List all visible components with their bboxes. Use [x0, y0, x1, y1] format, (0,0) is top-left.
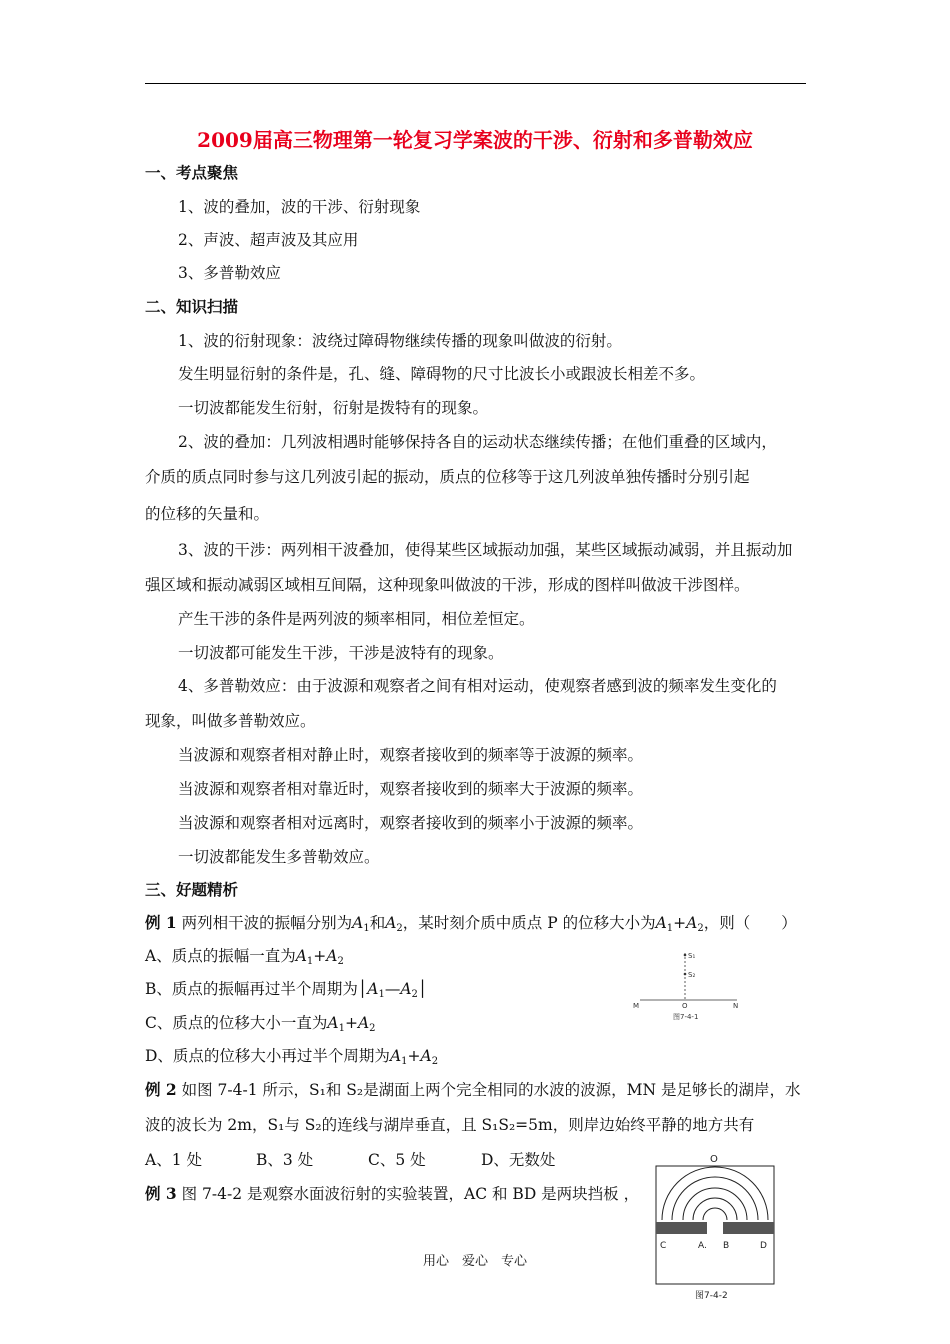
option-d: D、质点的位移大小再过半个周期为$A_1+A_2$	[145, 1047, 439, 1067]
label-d: D	[760, 1241, 767, 1251]
label-m: M	[633, 1002, 640, 1010]
label-o: O	[710, 1154, 718, 1165]
label-s2: S₂	[688, 971, 696, 979]
label-b: B	[723, 1241, 730, 1251]
example-2-option-a: A、1 处	[145, 1151, 202, 1169]
label-o: O	[682, 1002, 688, 1010]
para: 4、多普勒效应：由于波源和观察者之间有相对运动，使观察者感到波的频率发生变化的	[178, 677, 777, 695]
heading-3: 三、好题精析	[145, 880, 239, 899]
item-3: 3、多普勒效应	[178, 264, 281, 282]
example-2-option-b: B、3 处	[256, 1151, 314, 1169]
para: 2、波的叠加：几列波相遇时能够保持各自的运动状态继续传播；在他们重叠的区域内，	[178, 433, 777, 451]
wave-arc	[693, 1198, 737, 1220]
para: 当波源和观察者相对远离时，观察者接收到的频率小于波源的频率。	[178, 814, 644, 832]
para: 一切波都能发生衍射，衍射是拨特有的现象。	[178, 399, 489, 417]
para: 3、波的干涉：两列相干波叠加，使得某些区域振动加强，某些区域振动减弱，并且振动加	[178, 541, 793, 559]
heading-2: 二、知识扫描	[145, 297, 239, 316]
option-a: A、质点的振幅一直为$A_1+A_2$	[145, 947, 344, 967]
para: 强区域和振动减弱区域相互间隔，这种现象叫做波的干涉，形成的图样叫做波干涉图样。	[145, 576, 750, 594]
example-2-line1: 例 2 如图 7-4-1 所示，S₁和 S₂是湖面上两个完全相同的水波的波源，MN 是足够长的湖岸，水	[145, 1080, 801, 1099]
page-title: 2009届高三物理第一轮复习学案波的干涉、衍射和多普勒效应	[197, 128, 753, 152]
para: 产生干涉的条件是两列波的频率相同，相位差恒定。	[178, 610, 535, 628]
barrier-ac	[656, 1222, 707, 1234]
example-1-stem: 例 1 两列相干波的振幅分别为$A_1$和$A_2$，某时刻介质中质点 P 的位移大小为$A_1+A_2$，则（ ）	[145, 913, 797, 934]
para: 现象，叫做多普勒效应。	[145, 712, 316, 730]
label-n: N	[733, 1002, 739, 1010]
figure-7-4-1	[625, 945, 745, 1020]
header-rule	[145, 83, 806, 84]
label-a: A.	[698, 1241, 707, 1251]
option-c: C、质点的位移大小一直为$A_1+A_2$	[145, 1014, 376, 1034]
figure-7-4-2	[650, 1150, 780, 1300]
item-1: 1、波的叠加，波的干涉、衍射现象	[178, 198, 421, 216]
para: 介质的质点同时参与这几列波引起的振动，质点的位移等于这几列波单独传播时分别引起	[145, 468, 750, 486]
example-2-option-c: C、5 处	[368, 1151, 426, 1169]
example-2-option-d: D、无数处	[481, 1151, 556, 1169]
para: 一切波都能发生多普勒效应。	[178, 848, 380, 866]
barrier-bd	[723, 1222, 774, 1234]
caption-7-4-2: 图7-4-2	[695, 1291, 728, 1300]
label-s1: S₁	[688, 952, 696, 960]
wave-arc	[662, 1167, 768, 1220]
wave-arc	[683, 1188, 747, 1220]
para: 的位移的矢量和。	[145, 505, 270, 523]
item-2: 2、声波、超声波及其应用	[178, 231, 359, 249]
example-2-line2: 波的波长为 2m，S₁与 S₂的连线与湖岸垂直，且 S₁S₂=5m，则岸边始终平静的地方共有	[145, 1116, 755, 1134]
para: 当波源和观察者相对靠近时，观察者接收到的频率大于波源的频率。	[178, 780, 644, 798]
s2-point	[684, 973, 687, 976]
para: 发生明显衍射的条件是，孔、缝、障碍物的尺寸比波长小或跟波长相差不多。	[178, 365, 706, 383]
para: 1、波的衍射现象：波绕过障碍物继续传播的现象叫做波的衍射。	[178, 332, 622, 350]
wave-arc	[703, 1208, 727, 1220]
option-b: B、质点的振幅再过半个周期为$│A_1—A_2│$	[145, 980, 428, 1000]
para: 当波源和观察者相对静止时，观察者接收到的频率等于波源的频率。	[178, 746, 644, 764]
footer: 用心 爱心 专心	[422, 1254, 527, 1269]
s1-point	[684, 954, 687, 957]
para: 一切波都可能发生干涉，干涉是波特有的现象。	[178, 644, 504, 662]
caption-7-4-1: 图7-4-1	[673, 1013, 699, 1020]
example-3-line1: 例 3 图 7-4-2 是观察水面波衍射的实验装置，AC 和 BD 是两块挡板 ，	[145, 1184, 640, 1203]
label-c: C	[660, 1241, 667, 1251]
heading-1: 一、考点聚焦	[145, 163, 239, 182]
